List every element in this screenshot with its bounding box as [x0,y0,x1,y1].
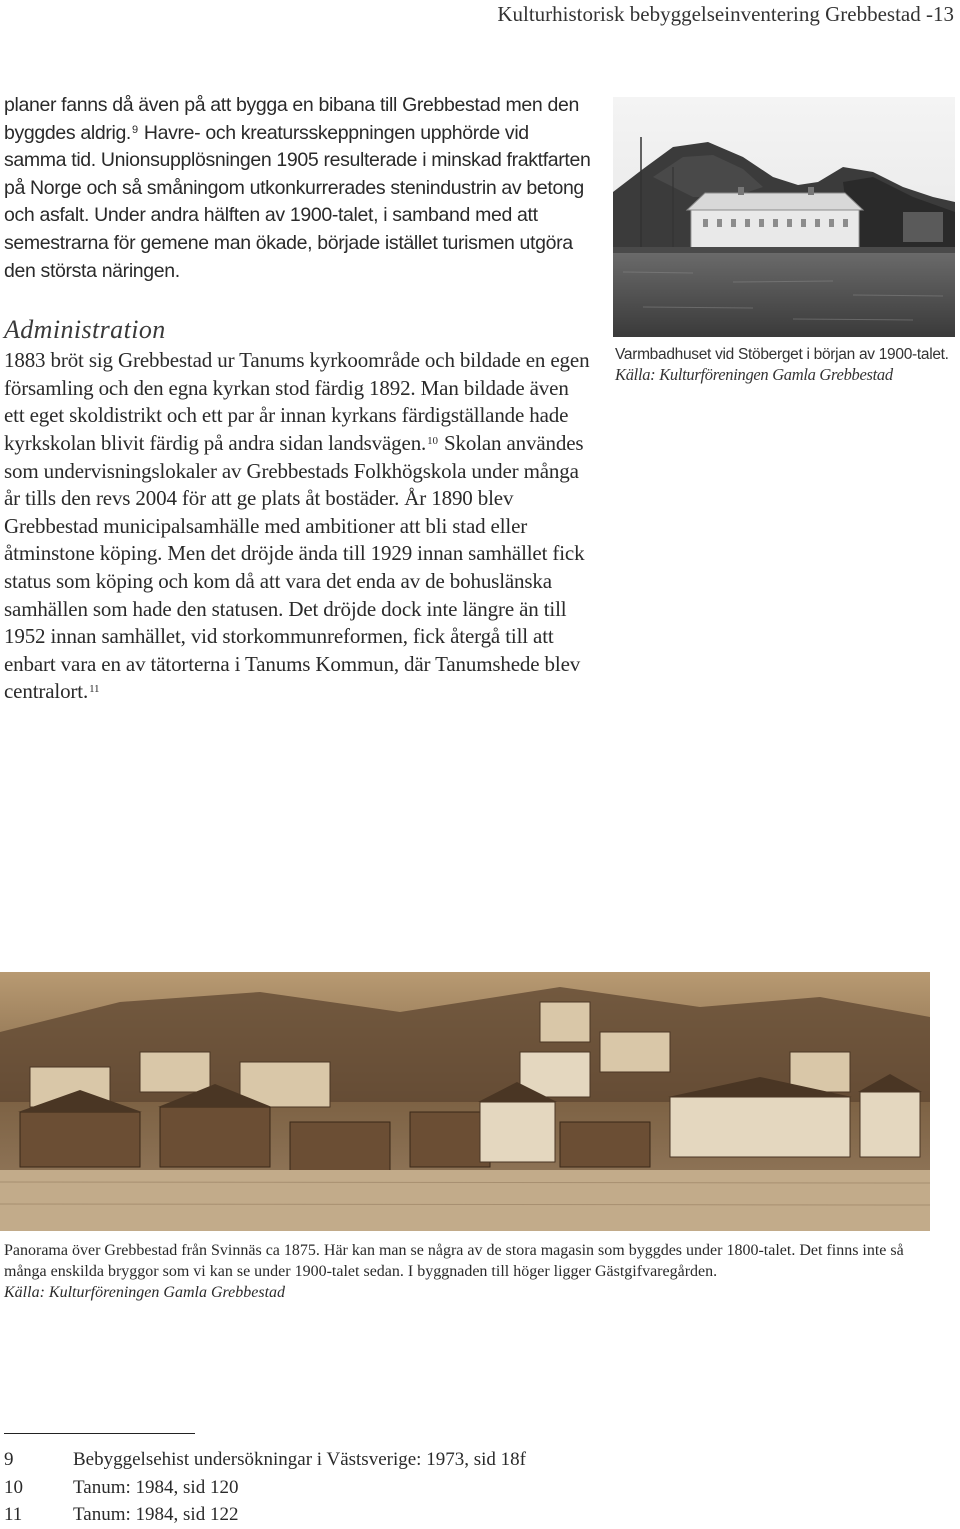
footnote-ref-11: 11 [89,683,100,696]
footnote-number: 9 [4,1449,14,1470]
bathhouse-caption-source: Källa: Kulturföreningen Gamla Grebbestad [615,365,893,384]
footnote-9 [4,1446,526,1474]
panorama-caption-text: Panorama över Grebbestad från Svinnäs ca 1875. Här kan man se några av de stora magasin som byggdes under 1800-talet. Det finns inte så många enskilda bryggor som vi kan se under 1900-talet sedan. I byggnaden till höger ligger Gästgifvaregården. [4,1242,904,1280]
footnote-number: 10 [4,1476,23,1498]
bathhouse-caption-text: Varmbadhuset vid Stöberget i början av 1900-talet. [615,346,949,363]
footnote-10 [4,1474,526,1502]
bathhouse-photo-caption [615,345,960,386]
intro-text-part-1: planer fanns då även på att bygga en bibana till Grebbestad men den byggdes aldrig. [4,94,579,144]
footnotes [4,1446,526,1529]
section-heading-administration: Administration [4,315,166,345]
panorama-photo [0,972,930,1231]
panorama-caption [4,1240,944,1303]
admin-text-part-2: Skolan användes som undervisningslokaler av Grebbestads Folkhögskola under många år tills den revs 2004 för att ge plats åt bostäder. År 1890 blev Grebbestad municipalsamhälle med ambitioner att bli stad eller åtminstone köping. Men det dröjde ända till 1929 innan samhället fick status som köping och kom då att vara det enda av de bohuslänska samhällen som hade den statusen. Det dröjde dock inte längre än till 1952 innan samhället, vid storkommunreformen, fick återgå till att enbart vara en av tätorterna i Tanums Kommun, där Tanumshede blev centralort. [4,430,585,704]
administration-paragraph [4,347,594,706]
running-header: Kulturhistorisk bebyggelseinventering Grebbestad -13 [497,2,954,26]
bathhouse-photo [613,97,955,337]
footnote-text: Bebyggelsehist undersökningar i Västsverige: 1973, sid 18f [73,1449,526,1470]
footnote-text: Tanum: 1984, sid 120 [73,1476,239,1498]
intro-paragraph [4,92,594,285]
footnote-text: Tanum: 1984, sid 122 [73,1504,239,1525]
footnote-separator [4,1433,195,1434]
admin-text-part-1: 1883 bröt sig Grebbestad ur Tanums kyrkoområde och bildade en egen församling och den egna kyrkan stod färdig 1892. Man bildade även ett eget skoldistrikt och ett par år innan kyrkans färdigställande hade kyrkskolan blivit färdig på andra sidan landsvägen. [4,348,590,455]
panorama-caption-source: Källa: Kulturföreningen Gamla Grebbestad [4,1284,286,1301]
intro-text-part-2: Havre- och kreatursskeppningen upphörde vid samma tid. Unionsupplösningen 1905 resulterade i minskad fraktfarten på Norge och så småningom utkonkurrerades stenindustrin av betong och asfalt. Under andra hälften av 1900-talet, i samband med att semestrarna för gemene man ökade, började istället turismen utgöra den största näringen. [4,121,591,282]
footnote-ref-9: 9 [132,123,138,136]
footnote-ref-10: 10 [427,434,438,447]
main-column [4,92,594,706]
footnote-11 [4,1501,526,1529]
footnote-number: 11 [4,1504,23,1525]
